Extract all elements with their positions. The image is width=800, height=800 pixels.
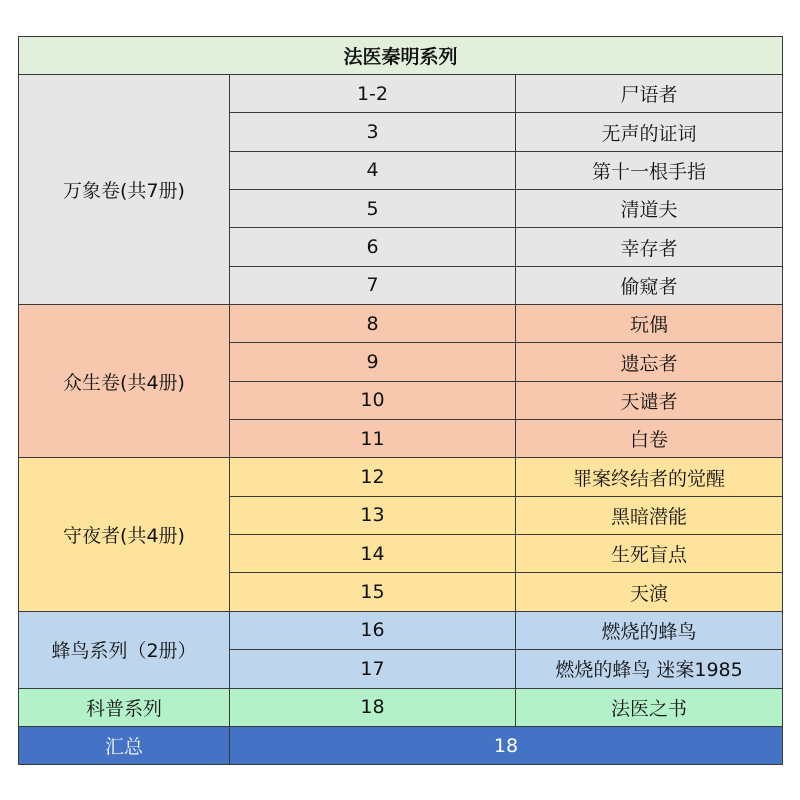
- book-number-cell: 13: [230, 496, 516, 534]
- table-row: [19, 688, 783, 726]
- series-name-cell: 众生卷(共4册): [19, 305, 230, 458]
- book-number-cell: 14: [230, 535, 516, 573]
- table-row: [19, 611, 783, 649]
- book-series-table: [18, 36, 783, 765]
- book-number-cell: 10: [230, 381, 516, 419]
- series-name-cell: 科普系列: [19, 688, 230, 726]
- book-number-cell: 15: [230, 573, 516, 611]
- book-number-cell: 3: [230, 113, 516, 151]
- book-title-cell: 燃烧的蜂鸟: [516, 611, 783, 649]
- series-name-cell: 守夜者(共4册): [19, 458, 230, 611]
- book-number-cell: 7: [230, 266, 516, 304]
- table-row: [19, 458, 783, 496]
- book-title-cell: 黑暗潜能: [516, 496, 783, 534]
- book-number-cell: 11: [230, 420, 516, 458]
- book-title-cell: 天谴者: [516, 381, 783, 419]
- book-title-cell: 生死盲点: [516, 535, 783, 573]
- total-value: 18: [230, 726, 783, 764]
- table-body: [19, 37, 783, 765]
- book-title-cell: 天演: [516, 573, 783, 611]
- table-row: [19, 305, 783, 343]
- title-row: [19, 37, 783, 75]
- book-title-cell: 清道夫: [516, 190, 783, 228]
- book-title-cell: 偷窥者: [516, 266, 783, 304]
- book-number-cell: 12: [230, 458, 516, 496]
- book-number-cell: 4: [230, 151, 516, 189]
- book-title-cell: 幸存者: [516, 228, 783, 266]
- book-title-cell: 白卷: [516, 420, 783, 458]
- book-number-cell: 18: [230, 688, 516, 726]
- book-number-cell: 5: [230, 190, 516, 228]
- book-title-cell: 燃烧的蜂鸟 迷案1985: [516, 650, 783, 688]
- series-name-cell: 万象卷(共7册): [19, 75, 230, 305]
- book-title-cell: 尸语者: [516, 75, 783, 113]
- total-row: [19, 726, 783, 764]
- book-number-cell: 9: [230, 343, 516, 381]
- book-title-cell: 法医之书: [516, 688, 783, 726]
- table-row: [19, 75, 783, 113]
- book-number-cell: 6: [230, 228, 516, 266]
- book-title-cell: 遗忘者: [516, 343, 783, 381]
- book-number-cell: 17: [230, 650, 516, 688]
- series-name-cell: 蜂鸟系列（2册）: [19, 611, 230, 688]
- book-title-cell: 无声的证词: [516, 113, 783, 151]
- book-number-cell: 1-2: [230, 75, 516, 113]
- book-number-cell: 16: [230, 611, 516, 649]
- total-label: 汇总: [19, 726, 230, 764]
- book-title-cell: 第十一根手指: [516, 151, 783, 189]
- book-title-cell: 罪案终结者的觉醒: [516, 458, 783, 496]
- table-title: 法医秦明系列: [19, 37, 783, 75]
- book-title-cell: 玩偶: [516, 305, 783, 343]
- book-number-cell: 8: [230, 305, 516, 343]
